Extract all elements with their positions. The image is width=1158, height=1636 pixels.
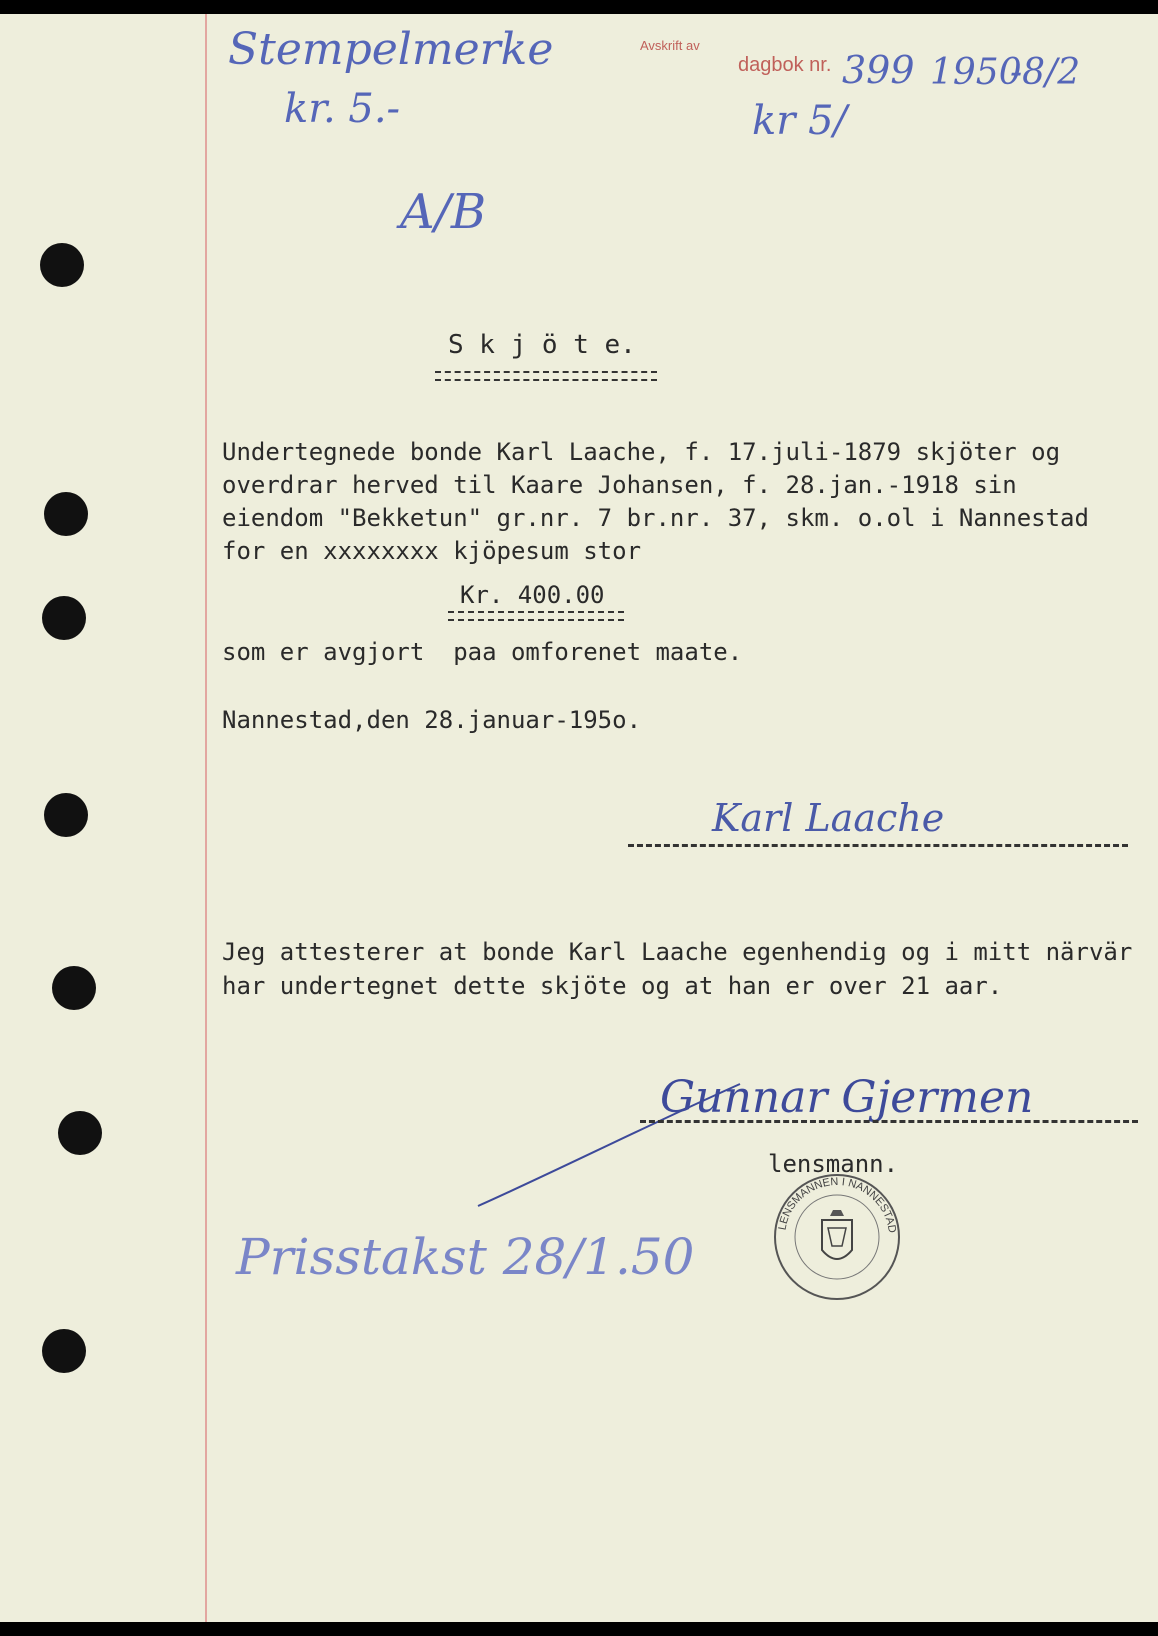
punch-hole — [52, 966, 96, 1010]
punch-hole — [40, 243, 84, 287]
attest-line-2: har undertegnet dette skjöte og at han er over 21 aar. — [222, 972, 1003, 1000]
punch-hole — [44, 492, 88, 536]
witness-signature-line — [640, 1120, 1138, 1123]
dagbok-year: 1950 — [930, 52, 1022, 93]
dagbok-label: dagbok nr. — [738, 54, 832, 76]
document-title: S k j ö t e. — [448, 330, 636, 360]
margin-rule — [205, 14, 207, 1622]
deed-line-4: for en xxxxxxxx kjöpesum stor — [222, 537, 642, 565]
registration-note: Prisstakst 28/1.50 — [236, 1228, 695, 1286]
signature-flourish — [470, 1044, 770, 1214]
purchase-amount: Kr. 400.00 — [460, 581, 605, 609]
deed-line-1: Undertegnede bonde Karl Laache, f. 17.juli-1879 skjöter og — [222, 438, 1061, 466]
deed-line-3: eiendom "Bekketun" gr.nr. 7 br.nr. 37, skm. o.ol i Nannestad — [222, 504, 1089, 532]
seal-text: LENSMANNEN I NANNESTAD — [776, 1175, 898, 1234]
punch-hole — [44, 793, 88, 837]
seller-signature-line — [628, 844, 1128, 847]
place-date: Nannestad,den 28.januar-195o. — [222, 706, 642, 734]
stamp-duty-note: Stempelmerke — [228, 24, 554, 75]
settled-line: som er avgjort paa omforenet maate. — [222, 638, 743, 666]
stamp-amount: kr. 5.- — [284, 86, 401, 132]
title-underline — [435, 371, 657, 381]
dagbok-number: 399 — [842, 48, 915, 92]
attest-line-1: Jeg attesterer at bonde Karl Laache egenhendig og i mitt närvär — [222, 938, 1133, 966]
amount-underline — [448, 611, 624, 621]
lensmann-seal — [772, 1172, 902, 1302]
deed-line-2: overdrar herved til Kaare Johansen, f. 28.jan.-1918 sin — [222, 471, 1017, 499]
witness-signature: Gunnar Gjermen — [660, 1072, 1034, 1123]
punch-hole — [42, 596, 86, 640]
witness-title: lensmann. — [768, 1150, 899, 1178]
punch-hole — [42, 1329, 86, 1373]
avskrift-stamp: Avskrift av — [640, 38, 700, 53]
punch-hole — [58, 1111, 102, 1155]
seller-signature: Karl Laache — [712, 796, 945, 840]
initials: A/B — [400, 184, 487, 240]
dagbok-date: -8/2 — [1010, 52, 1081, 93]
document-page — [0, 14, 1158, 1622]
fee-note: kr 5/ — [752, 98, 847, 144]
